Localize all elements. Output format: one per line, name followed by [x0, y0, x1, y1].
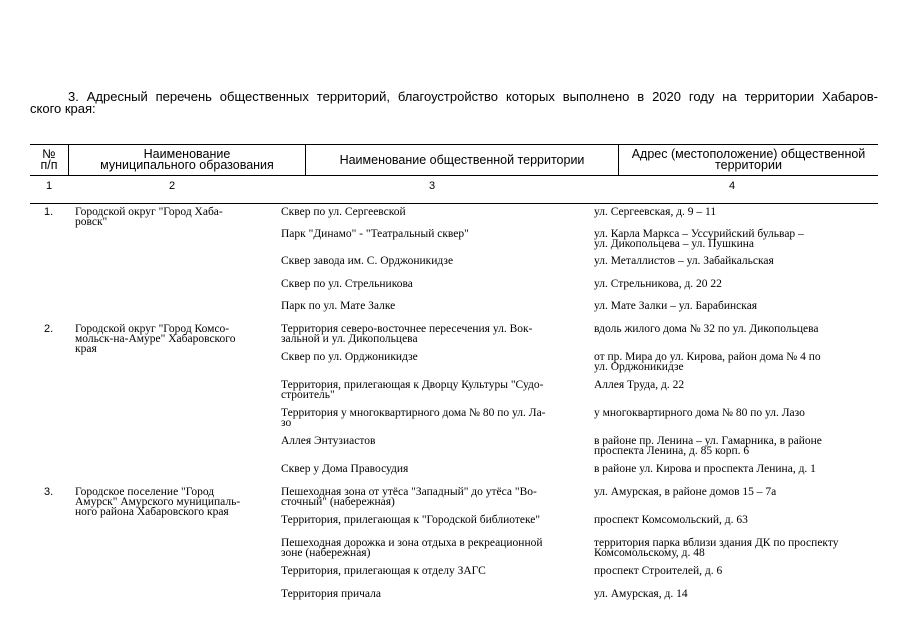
- territory-address: в районе ул. Кирова и проспекта Ленина, д. 1: [594, 463, 816, 475]
- territory-address: ул. Амурская, д. 14: [594, 588, 688, 600]
- territory-name: Аллея Энтузиастов: [281, 435, 376, 447]
- municipality-name: края: [75, 343, 97, 355]
- territory-address: Комсомольскому, д. 48: [594, 547, 705, 559]
- territory-name: Парк по ул. Мате Залке: [281, 300, 396, 312]
- territory-address: в районе пр. Ленина – ул. Гамарника, в районе: [594, 435, 822, 447]
- territory-address: вдоль жилого дома № 32 по ул. Дикопольцева: [594, 323, 819, 335]
- territory-address: Аллея Труда, д. 22: [594, 379, 685, 391]
- territory-address: ул. Сергеевская, д. 9 – 11: [594, 206, 717, 218]
- territory-address: проспект Строителей, д. 6: [594, 565, 723, 577]
- territory-name: Пешеходная зона от утёса "Западный" до утёса "Во-: [281, 486, 537, 498]
- territory-name: зальной и ул. Дикопольцева: [281, 333, 418, 345]
- municipality-name: Городской округ "Город Хаба-: [75, 206, 223, 218]
- column-number: 4: [728, 180, 736, 192]
- territory-name: Сквер завода им. С. Орджоникидзе: [281, 255, 454, 267]
- territory-name: Сквер по ул. Орджоникидзе: [281, 351, 418, 363]
- column-number: 1: [45, 180, 53, 192]
- column-number: 3: [428, 180, 436, 192]
- territory-address: ул. Стрельникова, д. 20 22: [594, 278, 722, 290]
- header-address: Адрес (местоположение) общественной территории: [631, 147, 866, 172]
- header-number: № п/п: [40, 147, 58, 172]
- table-header: [30, 144, 878, 176]
- row-number: 1.: [44, 206, 54, 218]
- territory-name: Территория северо-восточнее пересечения ул. Вок-: [281, 323, 533, 335]
- column-number: 2: [168, 180, 176, 192]
- heading-line-1: 3. Адресный перечень общественных территорий, благоустройство которых выполнено в 2020 году на территории Хабаров-: [68, 89, 878, 104]
- territory-address: от пр. Мира до ул. Кирова, район дома № 4 по: [594, 351, 821, 363]
- municipality-name: Амурск" Амурского муниципаль-: [75, 496, 241, 508]
- territory-address: территория парка вблизи здания ДК по проспекту: [594, 537, 839, 549]
- territory-name: Сквер у Дома Правосудия: [281, 463, 409, 475]
- territory-address: ул. Амурская, в районе домов 15 – 7а: [594, 486, 777, 498]
- municipality-name: ного района Хабаровского края: [75, 506, 229, 518]
- territory-name: Сквер по ул. Стрельникова: [281, 278, 413, 290]
- territory-address: ул. Карла Маркса – Уссурийский бульвар –: [594, 228, 804, 240]
- territory-name: Территория причала: [281, 588, 381, 600]
- territory-name: Территория, прилегающая к отделу ЗАГС: [281, 565, 486, 577]
- territory-address: проспекта Ленина, д. 85 корп. 6: [594, 445, 750, 457]
- municipality-name: мольск-на-Амуре" Хабаровского: [75, 333, 236, 345]
- municipality-name: ровск": [75, 216, 108, 228]
- territory-name: строитель": [281, 389, 335, 401]
- territory-name: Сквер по ул. Сергеевской: [281, 206, 406, 218]
- territory-address: ул. Орджоникидзе: [594, 361, 684, 373]
- row-number: 3.: [44, 486, 54, 498]
- territory-name: сточный" (набережная): [281, 496, 395, 508]
- table-divider: [30, 203, 878, 204]
- territory-name: Территория, прилегающая к Дворцу Культуры "Судо-: [281, 379, 544, 391]
- heading-line-2: ского края:: [30, 101, 96, 116]
- territory-name: Парк "Динамо" - "Театральный сквер": [281, 228, 469, 240]
- territory-address: ул. Металлистов – ул. Забайкальская: [594, 255, 774, 267]
- header-territory-name: Наименование общественной территории: [339, 152, 585, 167]
- header-municipality: Наименование муниципального образования: [100, 147, 274, 172]
- row-number: 2.: [44, 323, 54, 335]
- territory-address: ул. Дикопольцева – ул. Пушкина: [594, 238, 755, 250]
- territory-name: Территория у многоквартирного дома № 80 по ул. Ла-: [281, 407, 546, 419]
- territory-name: Территория, прилегающая к "Городской библиотеке": [281, 514, 541, 526]
- territory-name: зо: [281, 417, 292, 429]
- municipality-name: Городское поселение "Город: [75, 486, 215, 498]
- document-heading: [30, 91, 878, 115]
- territory-name: Пешеходная дорожка и зона отдыха в рекреационной: [281, 537, 543, 549]
- territory-address: проспект Комсомольский, д. 63: [594, 514, 748, 526]
- municipality-name: Городской округ "Город Комсо-: [75, 323, 230, 335]
- territory-address: у многоквартирного дома № 80 по ул. Лазо: [594, 407, 805, 419]
- territory-address: ул. Мате Залки – ул. Барабинская: [594, 300, 758, 312]
- territory-name: зоне (набережная): [281, 547, 371, 559]
